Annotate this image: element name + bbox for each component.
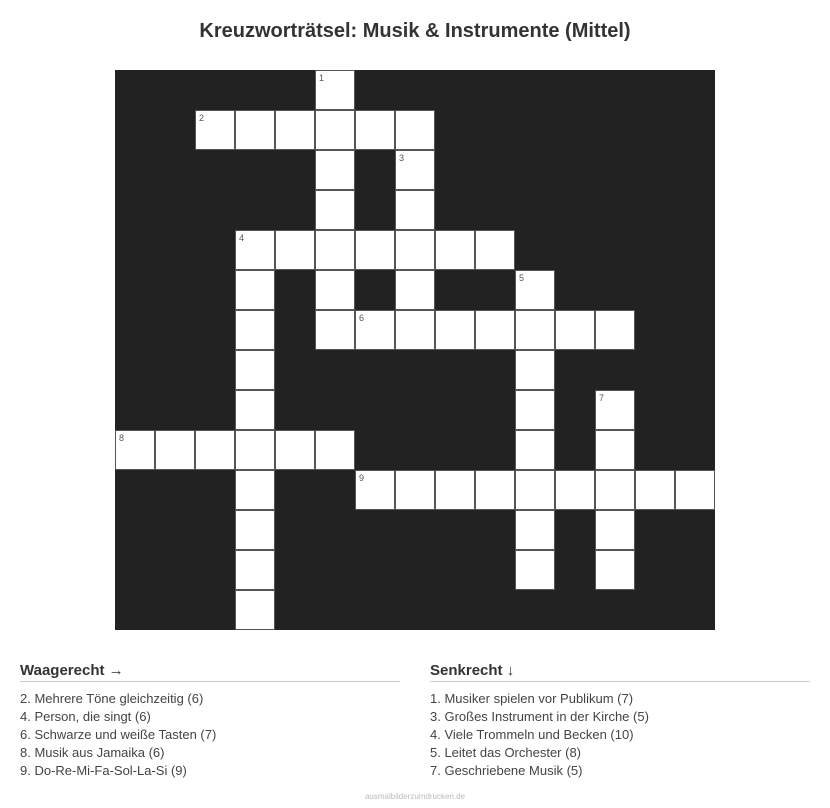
grid-cell[interactable] — [235, 590, 275, 630]
clue-number: 9 — [359, 473, 365, 483]
grid-cell[interactable] — [515, 550, 555, 590]
across-clues — [20, 662, 400, 780]
down-clue: 3. Großes Instrument in der Kirche (5) — [430, 709, 649, 724]
grid-cell[interactable] — [475, 230, 515, 270]
clue-number: 3 — [399, 153, 405, 163]
grid-cell[interactable] — [235, 310, 275, 350]
grid-cell[interactable] — [235, 270, 275, 310]
grid-cell[interactable] — [435, 470, 475, 510]
grid-cell[interactable] — [395, 110, 435, 150]
clue-number: 6 — [359, 313, 365, 323]
down-clue: 7. Geschriebene Musik (5) — [430, 763, 583, 778]
grid-cell[interactable] — [595, 510, 635, 550]
grid-cell[interactable] — [675, 470, 715, 510]
grid-cell[interactable] — [595, 310, 635, 350]
grid-cell[interactable] — [235, 390, 275, 430]
grid-cell[interactable] — [395, 270, 435, 310]
grid-cell[interactable] — [515, 390, 555, 430]
grid-cell[interactable] — [395, 230, 435, 270]
down-clue: 4. Viele Trommeln und Becken (10) — [430, 727, 634, 742]
grid-cell[interactable] — [195, 430, 235, 470]
down-heading: Senkrecht ↓ — [430, 662, 810, 682]
grid-cell[interactable] — [555, 470, 595, 510]
grid-cell[interactable] — [355, 110, 395, 150]
grid-cell[interactable] — [595, 390, 635, 430]
across-clue: 4. Person, die singt (6) — [20, 709, 151, 724]
across-heading: Waagerecht → — [20, 662, 400, 682]
crossword-grid — [115, 70, 715, 630]
grid-cell[interactable] — [315, 190, 355, 230]
grid-cell[interactable] — [555, 310, 595, 350]
grid-cell[interactable] — [315, 110, 355, 150]
grid-cell[interactable] — [275, 430, 315, 470]
down-clue: 1. Musiker spielen vor Publikum (7) — [430, 691, 634, 706]
clue-number: 7 — [599, 393, 605, 403]
grid-cell[interactable] — [395, 150, 435, 190]
grid-cell[interactable] — [315, 430, 355, 470]
grid-cell[interactable] — [515, 350, 555, 390]
grid-cell[interactable] — [435, 310, 475, 350]
grid-cell[interactable] — [395, 310, 435, 350]
grid-cell[interactable] — [275, 230, 315, 270]
grid-cell[interactable] — [315, 150, 355, 190]
grid-cell[interactable] — [395, 470, 435, 510]
across-clue: 2. Mehrere Töne gleichzeitig (6) — [20, 691, 204, 706]
grid-cell[interactable] — [515, 310, 555, 350]
down-clue: 5. Leitet das Orchester (8) — [430, 745, 582, 760]
grid-cell[interactable] — [515, 430, 555, 470]
grid-cell[interactable] — [235, 470, 275, 510]
grid-cell[interactable] — [355, 470, 395, 510]
puzzle-title: Kreuzworträtsel: Musik & Instrumente (Mittel) — [199, 20, 631, 42]
grid-cell[interactable] — [515, 510, 555, 550]
grid-cell[interactable] — [395, 190, 435, 230]
site-footer: ausmalbilderzumdrucken.de — [364, 792, 466, 801]
grid-cell[interactable] — [635, 470, 675, 510]
clue-number: 5 — [519, 273, 525, 283]
grid-cell[interactable] — [435, 230, 475, 270]
grid-cell[interactable] — [515, 470, 555, 510]
grid-cell[interactable] — [235, 230, 275, 270]
grid-cell[interactable] — [315, 310, 355, 350]
across-clue: 9. Do-Re-Mi-Fa-Sol-La-Si (9) — [20, 763, 187, 778]
grid-cell[interactable] — [475, 310, 515, 350]
down-clues — [430, 662, 810, 780]
across-clue: 6. Schwarze und weiße Tasten (7) — [20, 727, 217, 742]
grid-cell[interactable] — [235, 430, 275, 470]
clue-number: 1 — [319, 73, 325, 83]
grid-cell[interactable] — [235, 550, 275, 590]
grid-cell[interactable] — [595, 470, 635, 510]
across-clue: 8. Musik aus Jamaika (6) — [20, 745, 165, 760]
clue-number: 8 — [119, 433, 125, 443]
grid-cell[interactable] — [515, 270, 555, 310]
grid-cell[interactable] — [275, 110, 315, 150]
grid-cell[interactable] — [235, 510, 275, 550]
grid-cell[interactable] — [315, 270, 355, 310]
grid-cell[interactable] — [115, 430, 155, 470]
grid-cell[interactable] — [315, 230, 355, 270]
grid-cell[interactable] — [315, 70, 355, 110]
grid-cell[interactable] — [595, 430, 635, 470]
grid-cell[interactable] — [235, 350, 275, 390]
clue-number: 4 — [239, 233, 245, 243]
clue-number: 2 — [199, 113, 205, 123]
grid-cell[interactable] — [235, 110, 275, 150]
grid-cell[interactable] — [355, 230, 395, 270]
grid-cell[interactable] — [595, 550, 635, 590]
grid-cell[interactable] — [155, 430, 195, 470]
grid-cell[interactable] — [195, 110, 235, 150]
grid-cell[interactable] — [355, 310, 395, 350]
grid-cell[interactable] — [475, 470, 515, 510]
